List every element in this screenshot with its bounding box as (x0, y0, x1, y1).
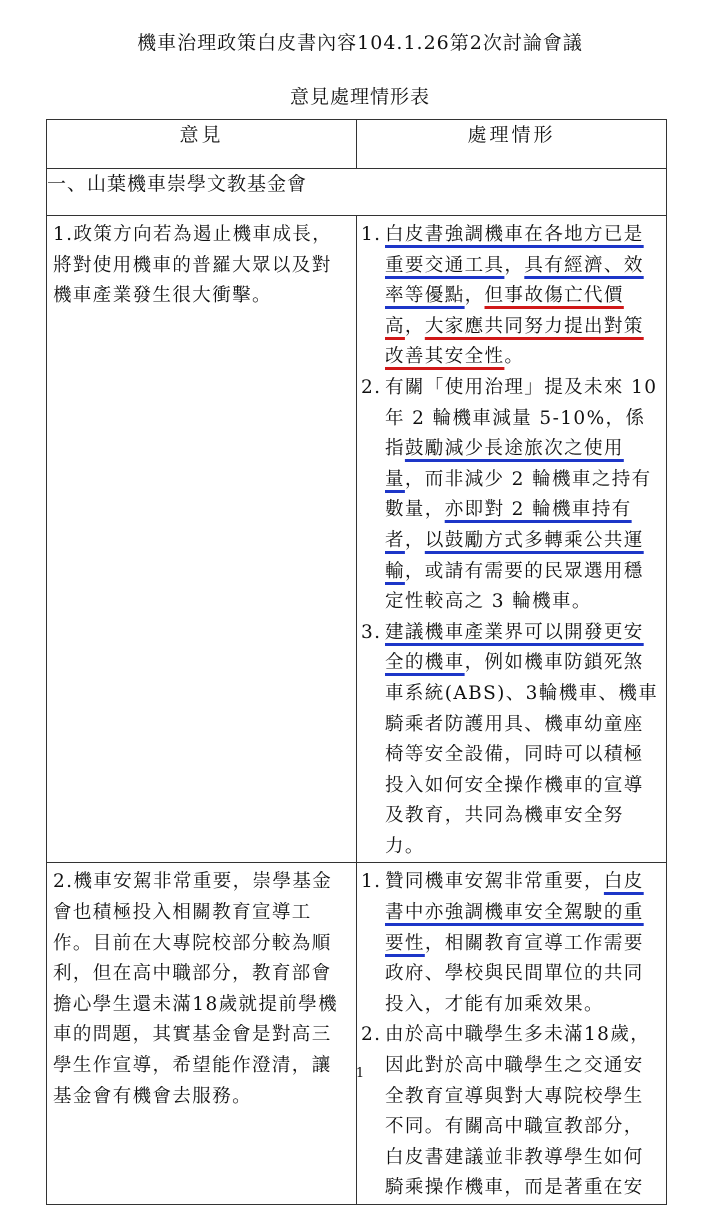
opinion-cell (47, 863, 357, 1205)
text-fragment: ，相關教育宣導工作需要政府、學校與民間單位的共同投入，才能有加乘效果。 (385, 932, 644, 1015)
highlight-blue: 以鼓勵方式多轉乘公共運輸 (385, 529, 644, 582)
handling-item (361, 867, 660, 1020)
section-title: 一、山葉機車崇學文教基金會 (47, 169, 667, 216)
text-fragment: ， (404, 315, 425, 337)
opinion-text: 1.政策方向若為遏止機車成長，將對使用機車的普羅大眾以及對機車產業發生很大衝擊。 (53, 224, 333, 307)
handling-cell (357, 216, 667, 863)
handling-item (361, 1020, 660, 1204)
handling-item-number: 3. (361, 621, 382, 643)
text-fragment: 贊同機車安駕非常重要， (385, 871, 604, 893)
text-fragment: ， (404, 529, 425, 551)
page-number: 1 (355, 1066, 365, 1081)
header-handling: 處理情形 (357, 120, 667, 169)
handling-item-text (385, 1020, 660, 1204)
text-fragment: ， (504, 254, 525, 276)
handling-item-text (385, 373, 660, 618)
handling-item-text (385, 220, 660, 373)
table-row (47, 863, 667, 1205)
handling-item-text (385, 867, 660, 1020)
highlight-blue: 白皮書強調機車在各地方已是重要交通工具 (385, 224, 644, 276)
table-row (47, 216, 667, 863)
highlight-blue: 亦即對 2 輪機車持有者 (385, 499, 632, 551)
text-fragment: ，例如機車防鎖死煞車系統(ABS)、3輪機車、機車騎乘者防護用具、機車幼童座椅等安全設備，同時可以積極投入如何安全操作機車的宣導及教育，共同為機車安全努力。 (385, 652, 659, 857)
highlight-blue: 建議機車產業界可以開發更安全的機車 (385, 621, 644, 674)
highlight-blue: 白皮書中亦強調機車安全駕駛的重要性 (385, 871, 644, 954)
opinion-table (46, 119, 667, 1205)
section-row (47, 169, 667, 216)
document-subtitle: 意見處理情形表 (289, 86, 430, 108)
highlight-red: 大家應共同努力提出對策改善其安全性 (385, 315, 644, 368)
handling-list (357, 216, 666, 862)
text-fragment: ， (464, 285, 485, 307)
handling-list (357, 863, 666, 1204)
table-header-row (47, 120, 667, 169)
handling-item-text (385, 618, 660, 863)
opinion-cell (47, 216, 357, 863)
opinion-text: 2.機車安駕非常重要，崇學基金會也積極投入相關教育宣導工作。目前在大專院校部分較為順利，但在高中職部分，教育部會擔心學生還未滿18歲就提前學機車的問題，其實基金會是對高三學生作宣導，希望能作澄清，讓基金會有機會去服務。 (53, 871, 339, 1107)
handling-item-number: 2. (361, 1024, 382, 1046)
text-fragment: 由於高中職學生多未滿18歲，因此對於高中職學生之交通安全教育宣導與對大專院校學生不同。有關高中職宣教部分，白皮書建議並非教導學生如何騎乘操作機車，而是著重在安 (385, 1024, 651, 1199)
highlight-blue: 鼓勵減少長途旅次之使用量 (385, 438, 624, 490)
handling-item (361, 220, 660, 373)
text-fragment: ，或請有需要的民眾選用穩定性較高之 3 輪機車。 (385, 560, 644, 613)
handling-item (361, 373, 660, 618)
handling-item (361, 618, 660, 863)
header-opinion: 意見 (47, 120, 357, 169)
text-fragment: 。 (504, 346, 525, 368)
handling-item-number: 1. (361, 871, 382, 893)
handling-item-number: 2. (361, 376, 382, 398)
highlight-blue: 具有經濟、效率等優點 (385, 254, 644, 307)
document-title: 機車治理政策白皮書內容104.1.26第2次討論會議 (137, 32, 583, 54)
handling-cell (357, 863, 667, 1205)
text-fragment: ，而非減少 2 輪機車之持有數量， (385, 468, 652, 521)
text-fragment: 有關「使用治理」提及未來 10 年 2 輪機車減量 5-10%，係指 (385, 376, 658, 460)
handling-item-number: 1. (361, 224, 382, 245)
highlight-red: 但事故傷亡代價高 (385, 285, 624, 337)
